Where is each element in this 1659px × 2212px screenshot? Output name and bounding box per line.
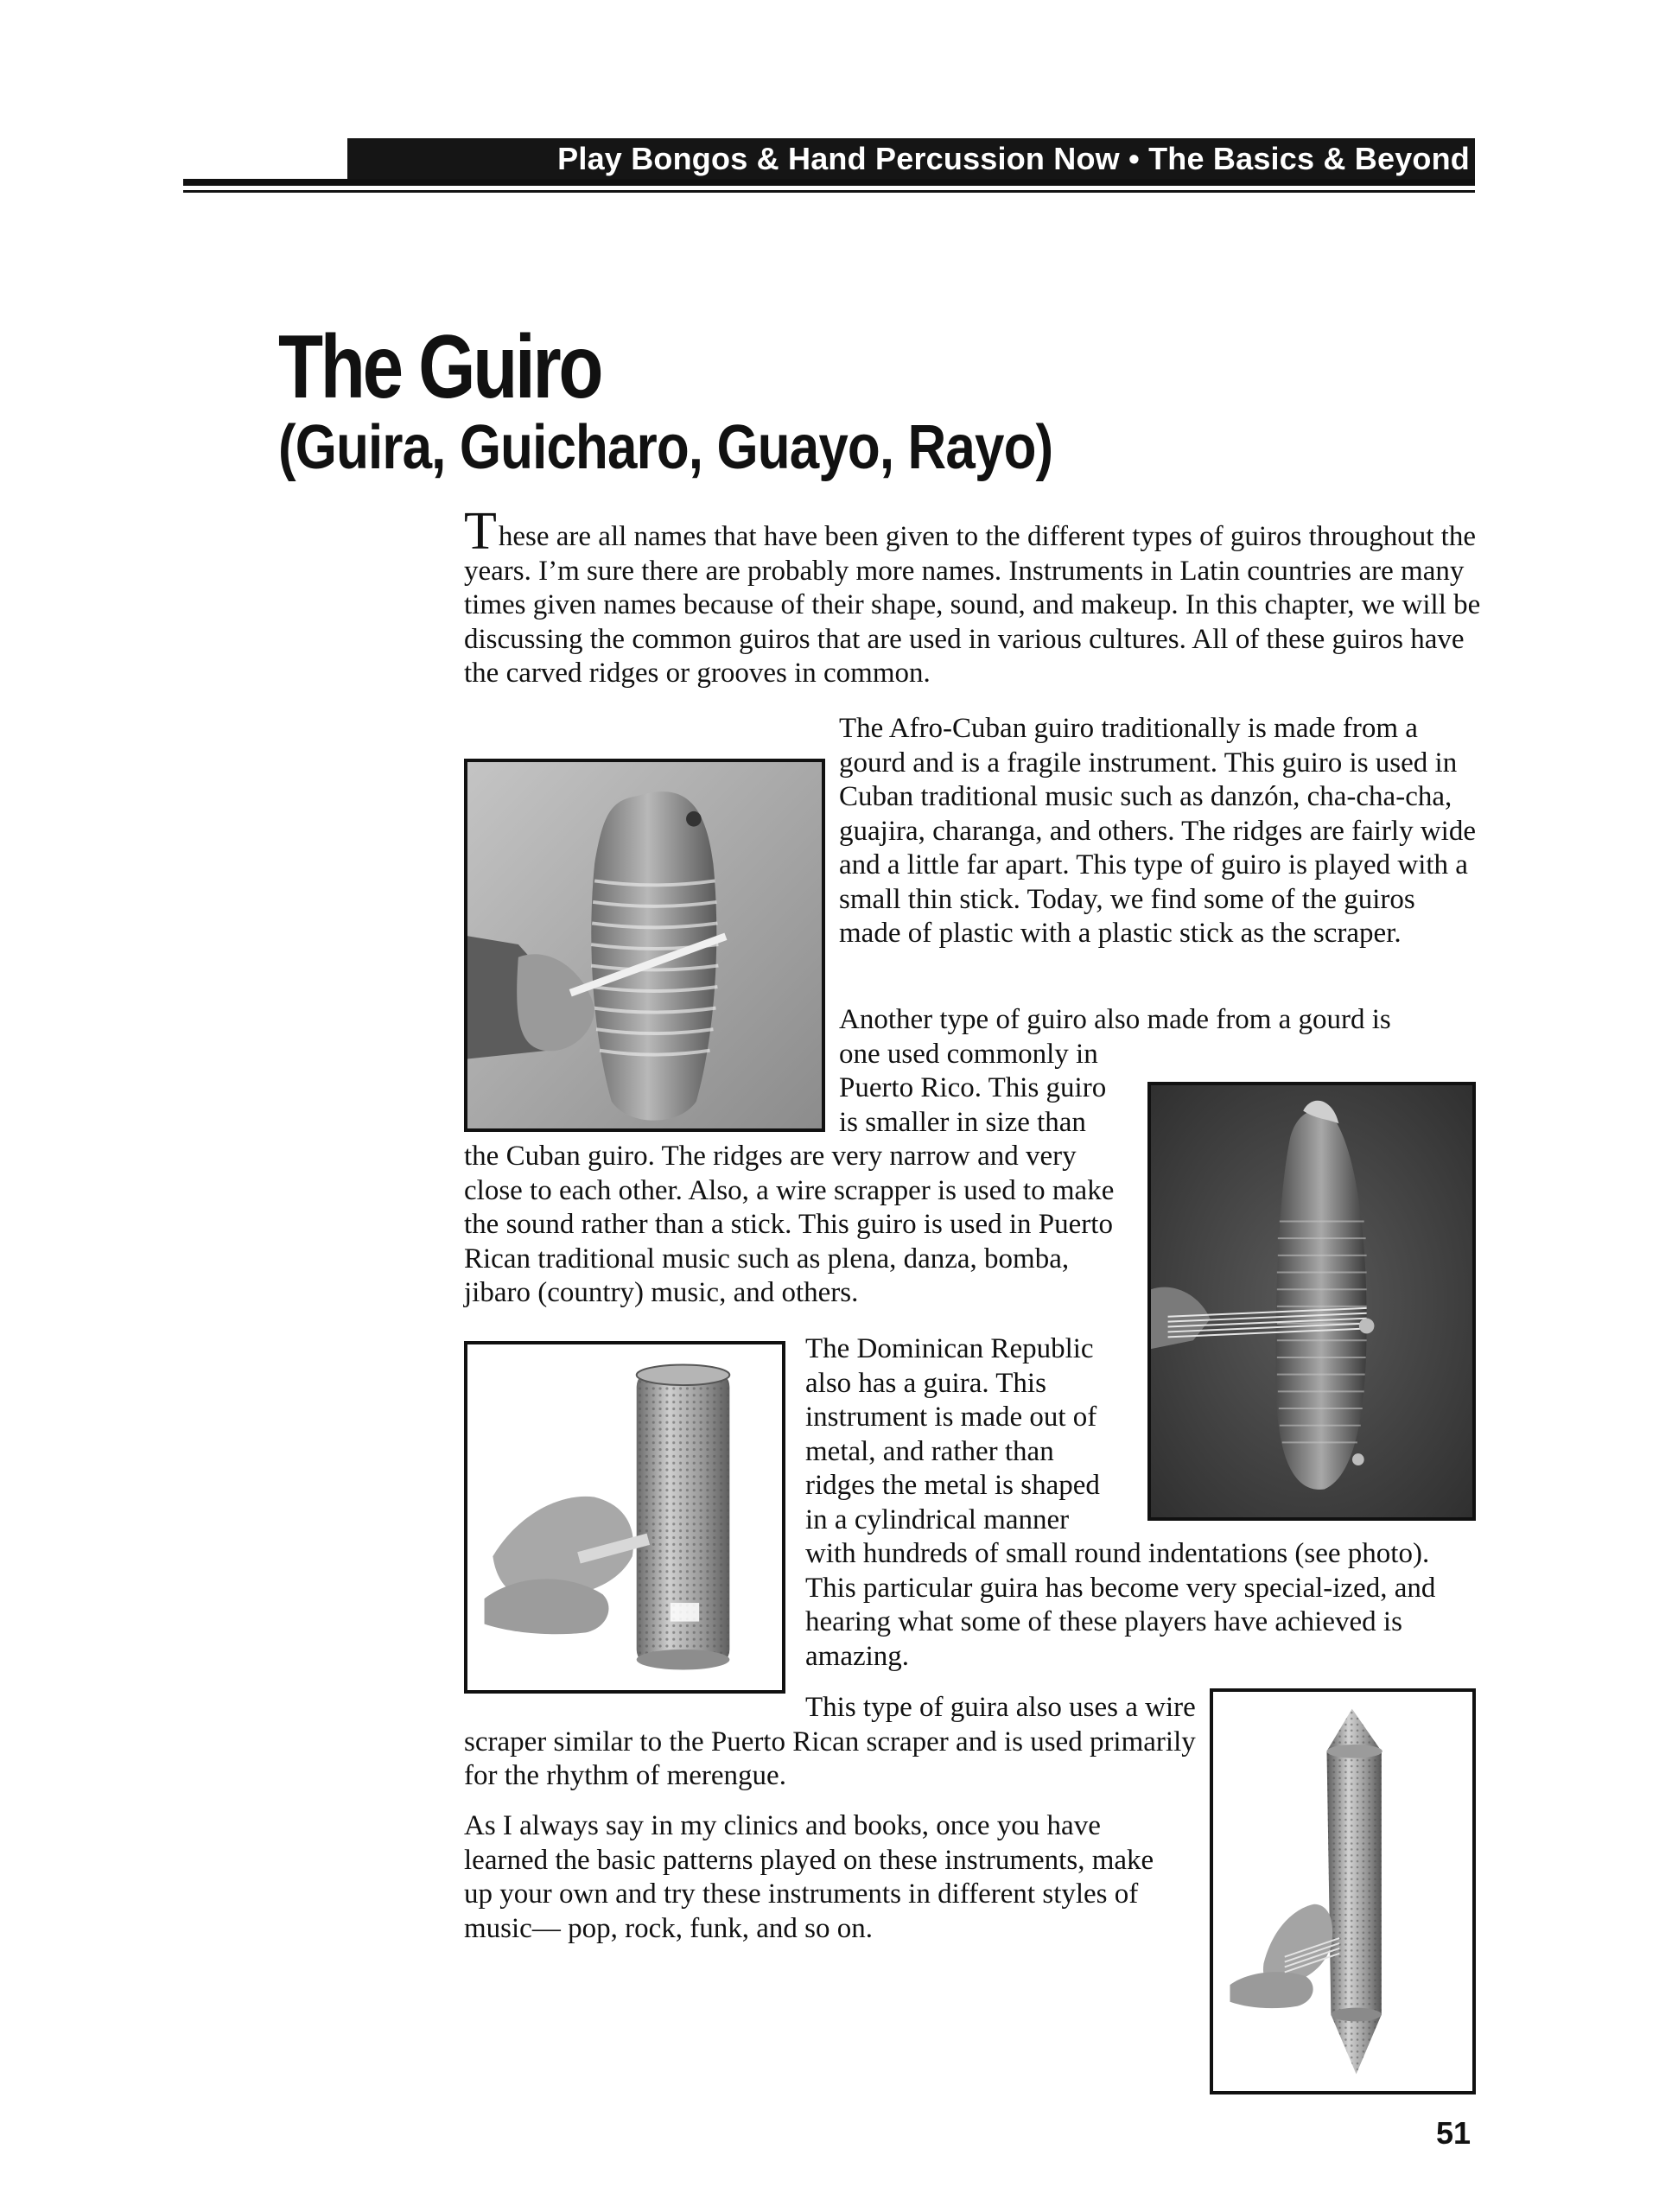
puerto-rico-text: the Cuban guiro. The ridges are very narrow and very close to each other. Also, a wire scrapper is used to make the sound rather than a stick. This guiro is used in Puerto Rican traditional music such as plena, danza, bomba, jibaro (country) music, and others.	[464, 1141, 1115, 1308]
closing-paragraph	[464, 1809, 1173, 1946]
header-rule	[183, 179, 1475, 186]
text-line: also has a guira. This	[805, 1367, 1046, 1399]
text-line: Puerto Rico. This guiro	[839, 1072, 1107, 1103]
text-line: The Dominican Republic	[805, 1333, 1094, 1364]
text-line: instrument is made out of	[805, 1402, 1097, 1433]
scraper-text: This type of guira also uses a wire scraper similar to the Puerto Rican scraper and is used primarily for the rhythm of merengue.	[464, 1692, 1196, 1791]
intro-paragraph	[464, 502, 1482, 691]
header-rule-thin	[183, 190, 1475, 193]
afro-cuban-guiro-photo	[464, 759, 825, 1132]
text-line: one used commonly in	[839, 1038, 1098, 1070]
chapter-subtitle: (Guira, Guicharo, Guayo, Rayo)	[278, 413, 1053, 482]
text-line: Another type of guiro also made from a gourd is	[839, 1004, 1391, 1035]
intro-text: hese are all names that have been given to the different types of guiros throughout the years. I’m sure there are probably more names. Instruments in Latin countries are many times given names because of their shape, sound, and makeup. In this chapter, we will be discussing the common guiros that are used in various cultures. All of these guiros have the carved ridges or grooves in common.	[464, 521, 1481, 689]
dominican-guira-photo	[1210, 1688, 1476, 2094]
text-line: in a cylindrical manner	[805, 1503, 1070, 1535]
running-header: Play Bongos & Hand Percussion Now • The Basics & Beyond	[347, 138, 1475, 179]
dominican-paragraph	[805, 1537, 1479, 1674]
closing-text: As I always say in my clinics and books, once you have learned the basic patterns played on these instruments, make up your own and try these instruments in different styles of music— pop, rock, funk, and so on.	[464, 1810, 1154, 1944]
chapter-title: The Guiro	[278, 317, 601, 417]
page-number: 51	[1435, 2115, 1471, 2151]
text-line: is smaller in size than	[839, 1106, 1086, 1138]
text-line: ridges the metal is shaped	[805, 1470, 1100, 1501]
afro-cuban-paragraph	[839, 712, 1478, 951]
puerto-rican-guiro-photo	[1147, 1082, 1476, 1521]
dominican-text: with hundreds of small round indentations (see photo). This particular guira has become very special-ized, and hearing what some of these players have achieved is amazing.	[805, 1538, 1436, 1672]
text-line: metal, and rather than	[805, 1435, 1054, 1467]
afro-cuban-text: The Afro-Cuban guiro traditionally is made from a gourd and is a fragile instrument. This guiro is used in Cuban traditional music such as danzón, cha-cha-cha, guajira, charanga, and others. The ridges are fairly wide and a little far apart. This type of guiro is played with a small thin stick. Today, we find some of the guiros made of plastic with a plastic stick as the scraper.	[839, 713, 1476, 949]
metal-guira-photo	[464, 1341, 785, 1694]
drop-cap: T	[464, 502, 497, 561]
puerto-rico-paragraph	[464, 1140, 1134, 1311]
dominican-lines	[805, 1332, 1142, 1537]
scraper-paragraph	[464, 1691, 1207, 1794]
